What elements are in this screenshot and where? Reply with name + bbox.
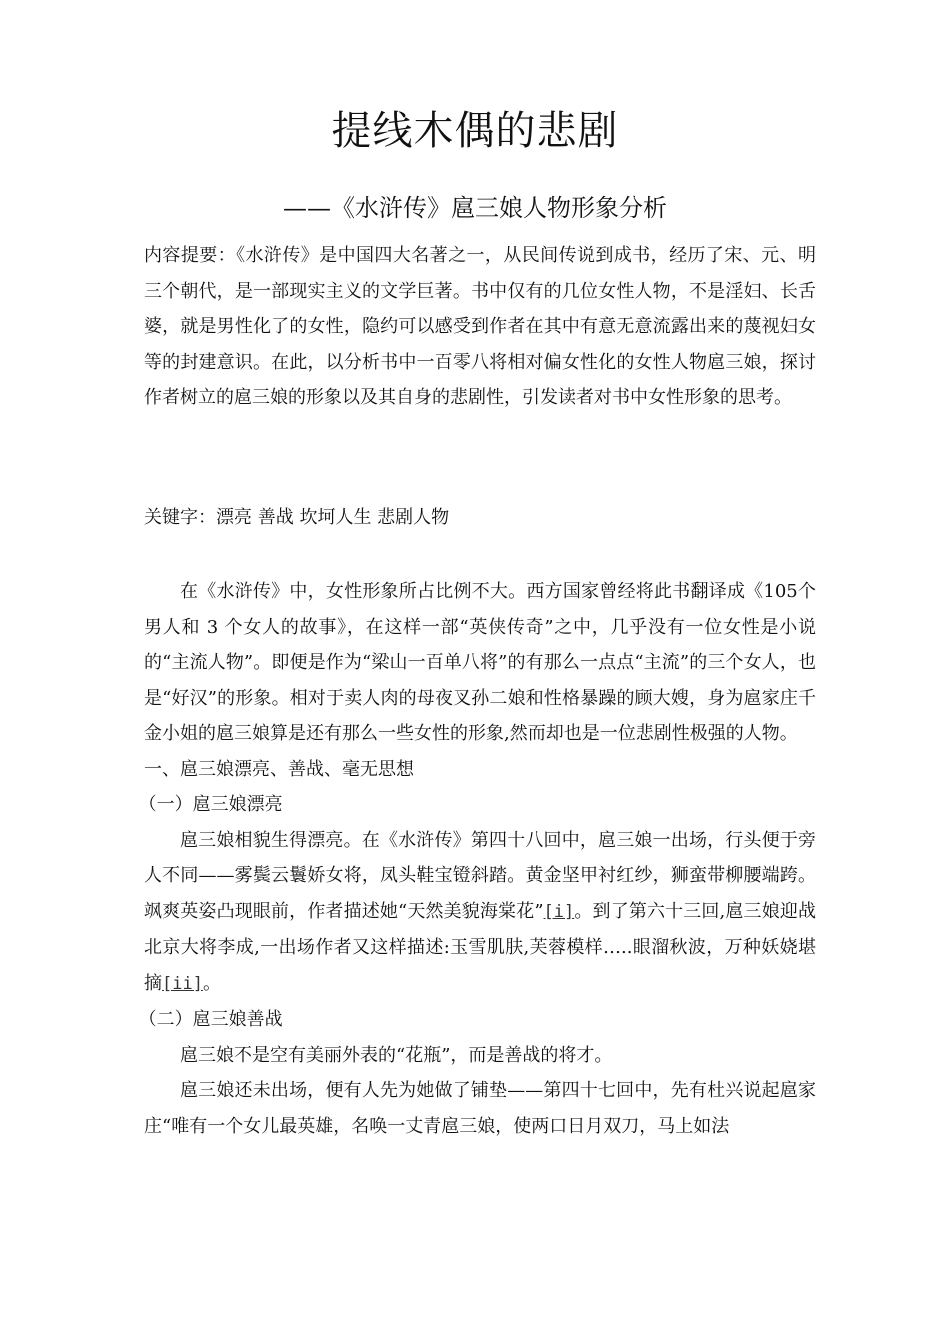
keywords-line: 关键字：漂亮 善战 坎坷人生 悲剧人物 (144, 507, 450, 528)
combat-paragraph-1: 扈三娘不是空有美丽外表的“花瓶”，而是善战的将才。 (180, 1044, 613, 1066)
footnote-ref-i[interactable]: [i] (543, 901, 575, 922)
beauty-text-c: 。 (202, 972, 221, 994)
footnote-ref-ii[interactable]: [ii] (162, 973, 203, 994)
section-heading: 一、扈三娘漂亮、善战、毫无思想 (144, 758, 414, 780)
intro-paragraph: 在《水浒传》中，女性形象所占比例不大。西方国家曾经将此书翻译成《105个男人和 3 个女人的故事》，在这样一部“英侠传奇”之中，几乎没有一位女性是小说的“主流人物”。即便是作为“梁山一百单八将”的有那么一点点“主流”的三个女人，也是“好汉”的形象。相对于卖人肉的母夜叉孙二娘和性格暴躁的顾大嫂，身为扈家庄千金小姐的扈三娘算是还有那么一些女性的形象,然而却也是一位悲剧性极强的人物。 (144, 581, 816, 744)
beauty-text-a: 扈三娘相貌生得漂亮。在《水浒传》第四十八回中，扈三娘一出场，行头便于旁人不同——雾鬓云鬟娇女将，凤头鞋宝镫斜踏。黄金坚甲衬红纱，狮蛮带柳腰端跨。飒爽英姿凸现眼前，作者描述她“天然美貌海棠花” (144, 829, 816, 922)
beauty-text-b: 。到了第六十三回,扈三娘迎战北京大将李成,一出场作者又这样描述:玉雪肌肤,芙蓉模样…..眼溜秋波，万种妖娆堪摘 (144, 900, 816, 994)
subsection-heading-combat: （二）扈三娘善战 (138, 1009, 283, 1030)
document-title: 提线木偶的悲剧 (331, 108, 619, 154)
combat-paragraph-2: 扈三娘还未出场，便有人先为她做了铺垫——第四十七回中，先有杜兴说起扈家庄“唯有一个女儿最英雄，名唤一丈青扈三娘，使两口日月双刀，马上如法 (144, 1080, 816, 1137)
main-text (138, 574, 816, 1144)
subsection-heading-beauty: （一）扈三娘漂亮 (138, 794, 283, 815)
beauty-paragraph (144, 823, 816, 1003)
abstract-paragraph: 内容提要：《水浒传》是中国四大名著之一，从民间传说到成书，经历了宋、元、明三个朝代，是一部现实主义的文学巨著。书中仅有的几位女性人物，不是淫妇、长舌婆，就是男性化了的女性，隐约可以感受到作者在其中有意无意流露出来的蔑视妇女等的封建意识。在此，以分析书中一百零八将相对偏女性化的女性人物扈三娘，探讨作者树立的扈三娘的形象以及其自身的悲剧性，引发读者对书中女性形象的思考。 (144, 245, 816, 408)
document-subtitle: ——《水浒传》扈三娘人物形象分析 (283, 194, 667, 222)
